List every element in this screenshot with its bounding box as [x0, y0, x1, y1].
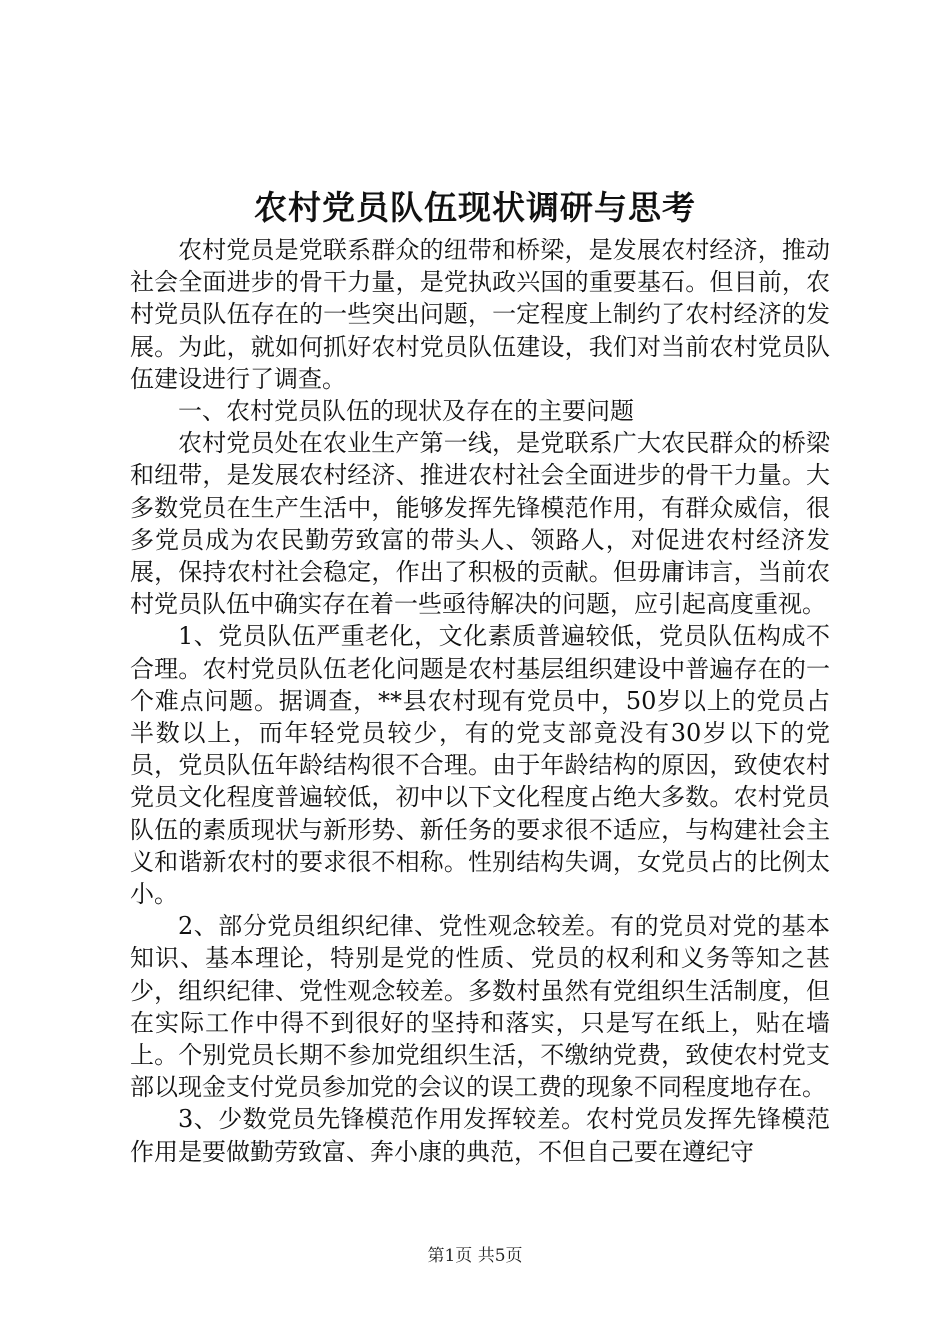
paragraph-point-2: 2、部分党员组织纪律、党性观念较差。有的党员对党的基本知识、基本理论，特别是党的性质、党员的权利和义务等知之甚少，组织纪律、党性观念较差。多数村虽然有党组织生活制度，但在实际工作中得不到很好的坚持和落实，只是写在纸上，贴在墙上。个别党员长期不参加党组织生活，不缴纳党费，致使农村党支部以现金支付党员参加党的会议的误工费的现象不同程度地存在。 [130, 912, 830, 1102]
paragraph-point-1: 1、党员队伍严重老化，文化素质普遍较低，党员队伍构成不合理。农村党员队伍老化问题是农村基层组织建设中普遍存在的一个难点问题。据调查，**县农村现有党员中，50岁以上的党员占半数以上，而年轻党员较少，有的党支部竟没有30岁以下的党员，党员队伍年龄结构很不合理。由于年龄结构的原因，致使农村党员文化程度普遍较低，初中以下文化程度占绝大多数。农村党员队伍的素质现状与新形势、新任务的要求很不适应，与构建社会主义和谐新农村的要求很不相称。性别结构失调，女党员占的比例太小。 [130, 622, 830, 909]
section-heading-1: 一、农村党员队伍的现状及存在的主要问题 [178, 397, 634, 426]
paragraph-intro: 农村党员是党联系群众的纽带和桥梁，是发展农村经济，推动社会全面进步的骨干力量，是党执政兴国的重要基石。但目前，农村党员队伍存在的一些突出问题，一定程度上制约了农村经济的发展。为此，就如何抓好农村党员队伍建设，我们对当前农村党员队伍建设进行了调查。 [130, 236, 830, 393]
paragraph-point-3: 3、少数党员先锋模范作用发挥较差。农村党员发挥先锋模范作用是要做勤劳致富、奔小康的典范，不但自己要在遵纪守 [130, 1105, 830, 1166]
document-title: 农村党员队伍现状调研与思考 [254, 188, 696, 227]
document-body [130, 234, 830, 1168]
paragraph-section-1: 农村党员处在农业生产第一线，是党联系广大农民群众的桥梁和纽带，是发展农村经济、推进农村社会全面进步的骨干力量。大多数党员在生产生活中，能够发挥先锋模范作用，有群众威信，很多党员成为农民勤劳致富的带头人、领路人，对促进农村经济发展，保持农村社会稳定，作出了积极的贡献。但毋庸讳言，当前农村党员队伍中确实存在着一些亟待解决的问题，应引起高度重视。 [130, 429, 830, 619]
page-footer: 第1页 共5页 [427, 1246, 523, 1266]
